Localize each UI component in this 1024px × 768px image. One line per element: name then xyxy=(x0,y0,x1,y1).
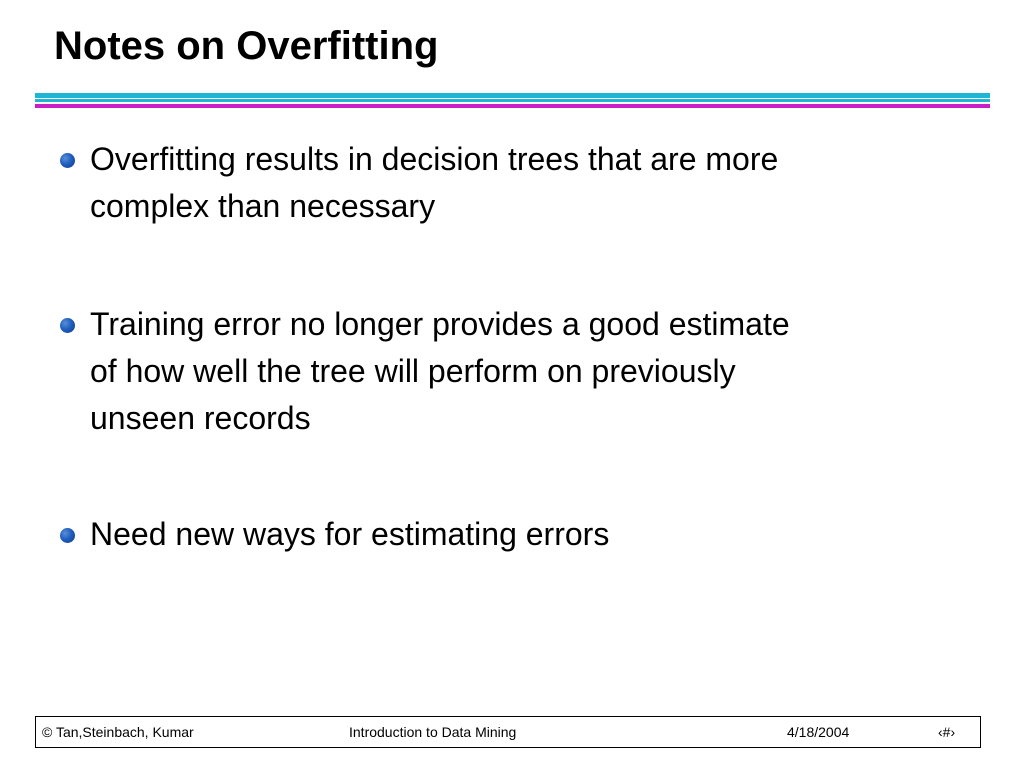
bullet-dot-icon xyxy=(60,153,75,168)
bullet-dot-icon xyxy=(60,528,75,543)
bullet-line: of how well the tree will perform on previously xyxy=(90,353,736,389)
footer-course-title: Introduction to Data Mining xyxy=(349,724,517,740)
footer-page-number: ‹#› xyxy=(938,724,956,740)
slide-footer xyxy=(35,716,981,748)
bullet-text xyxy=(90,136,970,230)
bullet-text xyxy=(90,511,970,558)
bullet-line: Overfitting results in decision trees that are more xyxy=(90,141,779,177)
footer-copyright: © Tan,Steinbach, Kumar xyxy=(42,724,194,740)
slide-title: Notes on Overfitting xyxy=(54,24,439,68)
footer-date: 4/18/2004 xyxy=(787,724,850,740)
bullet-dot-icon xyxy=(60,318,75,333)
bullet-text xyxy=(90,301,970,442)
bullet-line: Training error no longer provides a good estimate xyxy=(90,306,790,342)
bullet-line: complex than necessary xyxy=(90,188,436,224)
bullet-line: unseen records xyxy=(90,400,311,436)
bullet-line: Need new ways for estimating errors xyxy=(90,516,610,552)
